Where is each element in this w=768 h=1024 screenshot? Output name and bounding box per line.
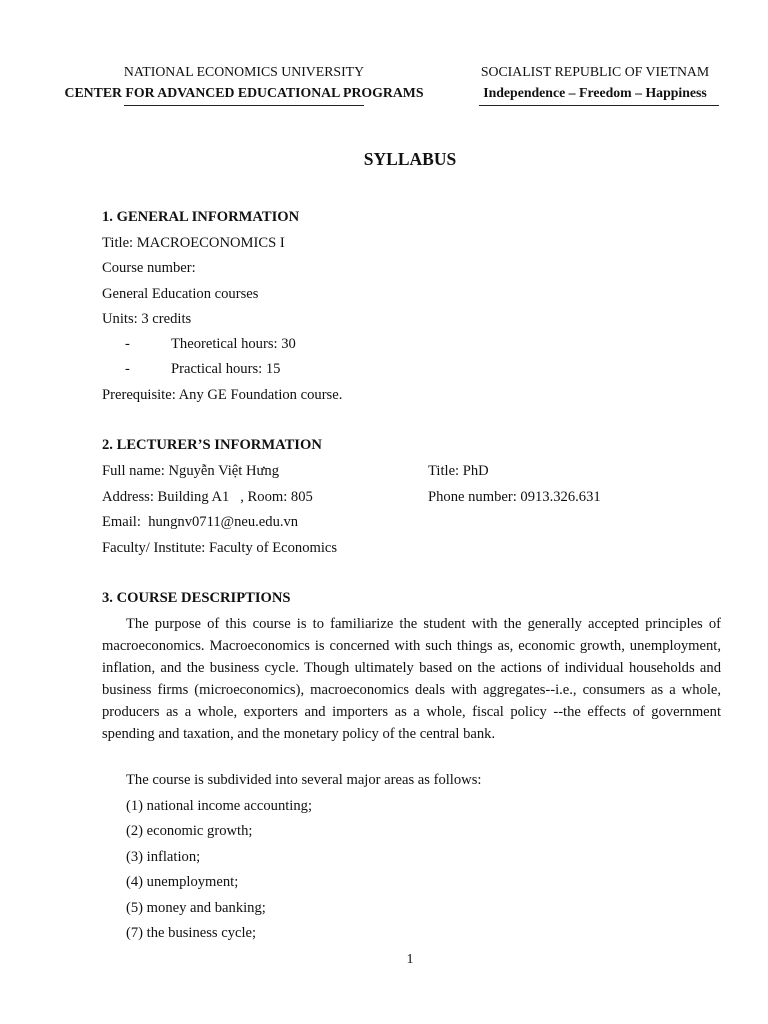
list-item: (4) unemployment; (126, 874, 239, 890)
practical-hours-item (125, 361, 280, 378)
prerequisite: Prerequisite: Any GE Foundation course. (102, 387, 343, 403)
practical-hours: Practical hours: 15 (171, 361, 281, 377)
course-description-paragraph (102, 613, 721, 745)
section-heading-lecturer: 2. LECTURER’S INFORMATION (102, 437, 322, 453)
course-category: General Education courses (102, 286, 259, 302)
list-item: (1) national income accounting; (126, 798, 313, 814)
country-name: SOCIALIST REPUBLIC OF VIETNAM (480, 64, 710, 79)
section-heading-general: 1. GENERAL INFORMATION (102, 209, 300, 225)
lecturer-address: Address: Building A1 , Room: 805 (102, 489, 313, 505)
theoretical-hours-item (125, 336, 296, 353)
lecturer-faculty: Faculty/ Institute: Faculty of Economics (102, 540, 338, 556)
subdivided-intro: The course is subdivided into several major areas as follows: (126, 772, 482, 788)
section-heading-descriptions: 3. COURSE DESCRIPTIONS (102, 590, 291, 606)
description-text: The purpose of this course is to familiarize the student with the generally accepted principles of macroeconomics. Macroeconomics is concerned with such things as, economic growth, unemployment, inflation, and the business cycle. Though ultimately based on the actions of individual households and business firms (microeconomics), macroeconomics deals with aggregates--i.e., consumers as a whole, producers as a whole, exporters and importers as a whole, fiscal policy --the effects of government spending and taxation, and the monetary policy of the central bank. (102, 616, 721, 742)
center-name: CENTER FOR ADVANCED EDUCATIONAL PROGRAMS (64, 85, 424, 100)
lecturer-title: Title: PhD (428, 463, 489, 479)
theoretical-hours: Theoretical hours: 30 (171, 336, 296, 352)
university-name: NATIONAL ECONOMICS UNIVERSITY (123, 64, 365, 79)
list-item: (5) money and banking; (126, 900, 266, 916)
national-motto: Independence – Freedom – Happiness (483, 85, 707, 100)
lecturer-full-name: Full name: Nguyễn Việt Hưng (102, 463, 280, 479)
course-title: Title: MACROECONOMICS I (102, 235, 285, 251)
list-item: (2) economic growth; (126, 823, 253, 839)
right-header-rule (479, 105, 719, 106)
list-item: (7) the business cycle; (126, 925, 257, 941)
list-dash: - (125, 336, 130, 352)
list-item: (3) inflation; (126, 849, 201, 865)
left-header-rule (124, 105, 364, 106)
course-units: Units: 3 credits (102, 311, 192, 327)
page-title: SYLLABUS (363, 149, 457, 169)
course-number: Course number: (102, 260, 196, 276)
list-dash: - (125, 361, 130, 377)
lecturer-email: Email: hungnv0711@neu.edu.vn (102, 514, 299, 530)
lecturer-phone: Phone number: 0913.326.631 (428, 489, 601, 505)
page-number: 1 (406, 952, 414, 967)
